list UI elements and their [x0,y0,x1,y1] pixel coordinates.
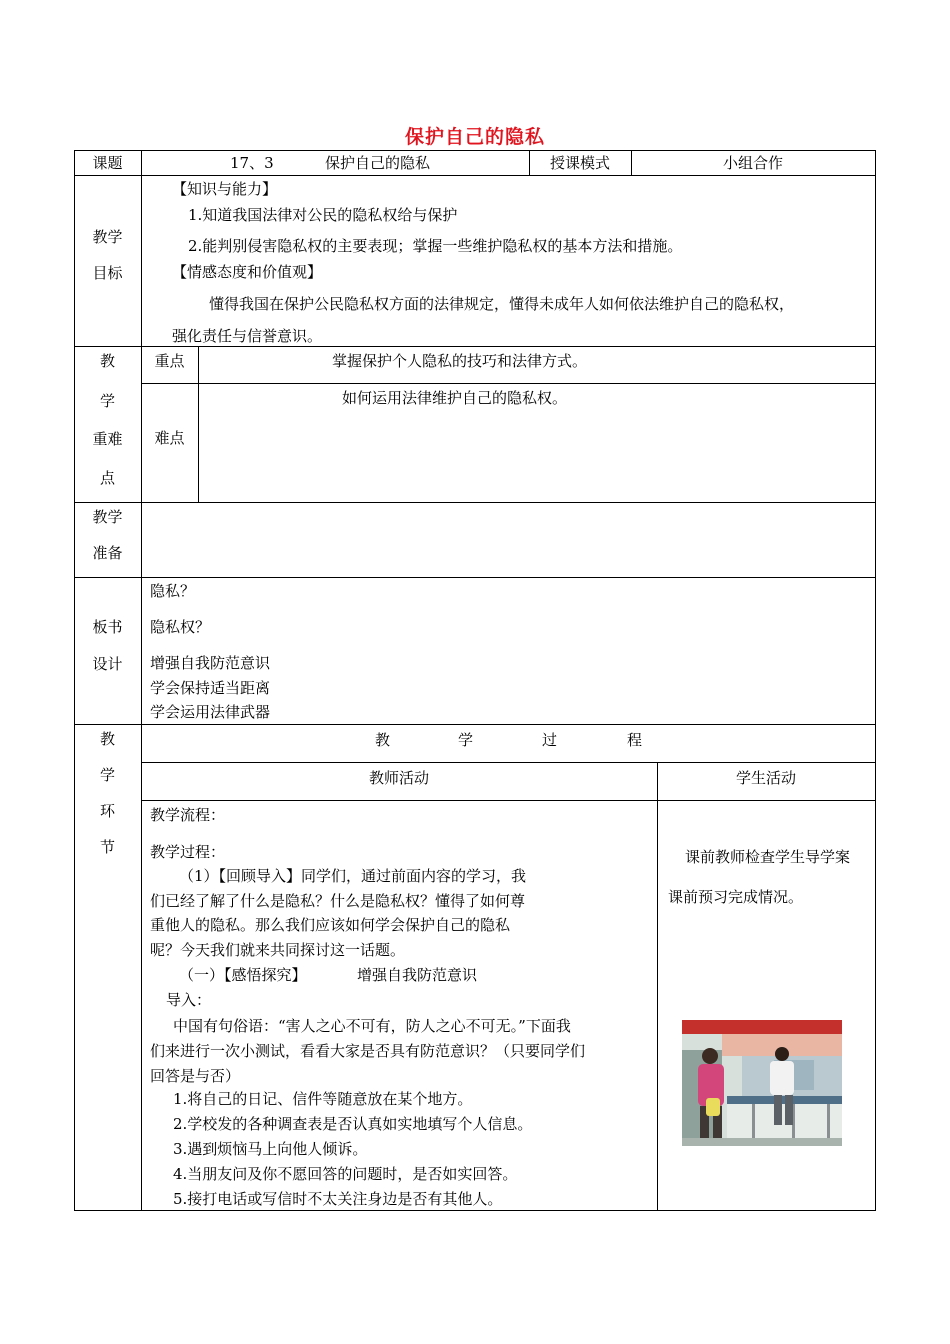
rule-focus-bottom [141,383,876,384]
process-side-2: 学 [99,766,115,784]
board-line-3: 增强自我防范意识 [150,654,271,672]
rule-bottom [74,1210,876,1211]
teacher-activity-header: 教师活动 [368,769,429,787]
teacher-line: 教学流程： [150,806,226,824]
topic-label: 课题 [92,154,123,172]
rule-prep-bottom [74,577,876,578]
teacher-line: 重他人的隐私。那么我们应该如何学会保护自己的隐私 [150,916,511,934]
rule-process-heading-bottom [141,762,876,763]
rule-right [875,150,876,1211]
board-label-2: 设计 [92,655,123,673]
process-heading-char-4: 程 [627,731,643,749]
teacher-line: （一）【感悟探究】 [179,966,307,984]
student-activity-header: 学生活动 [735,769,796,787]
mode-label: 授课模式 [549,154,610,172]
process-heading-char-2: 学 [458,731,474,749]
difficulty-text: 如何运用法律维护自己的隐私权。 [342,389,568,407]
teacher-line: 2.学校发的各种调查表是否认真如实地填写个人信息。 [173,1115,533,1133]
goals-item-2: 2.能判别侵害隐私权的主要表现；掌握一些维护隐私权的基本方法和措施。 [188,237,683,255]
board-line-4: 学会保持适当距离 [150,679,271,697]
teacher-line: （1）【回顾导入】同学们，通过前面内容的学习，我 [179,867,527,885]
teacher-line: 导入： [166,991,212,1009]
goals-label-1: 教学 [92,228,123,246]
teacher-line: 们来进行一次小测试，看看大家是否具有防范意识？（只要同学们 [150,1042,586,1060]
process-heading-char-1: 教 [375,731,391,749]
rule-keypoints-bottom [74,502,876,503]
prep-label-2: 准备 [92,544,123,562]
teacher-line: 呢？今天我们就来共同探讨这一话题。 [150,941,406,959]
rule-top [74,150,876,151]
goals-label-2: 目标 [92,264,123,282]
student-line-2: 课前预习完成情况。 [668,888,804,906]
document-title: 保护自己的隐私 [404,126,545,148]
rule-activity-header-bottom [141,800,876,801]
teacher-line: 中国有句俗语：“害人之心不可有，防人之心不可无。”下面我 [173,1017,571,1035]
teacher-line: 5.接打电话或写信时不太关注身边是否有其他人。 [173,1190,503,1208]
lesson-number: 17、3 [230,154,274,172]
goals-heading-emotion: 【情感态度和价值观】 [172,263,323,281]
teacher-line: 回答是与否） [150,1067,241,1085]
keypoints-label-3: 重难 [92,430,123,448]
board-label-1: 板书 [92,618,123,636]
teacher-line: 们已经了解了什么是隐私？什么是隐私权？懂得了如何尊 [150,892,526,910]
process-side-1: 教 [99,730,115,748]
process-side-3: 环 [99,802,115,820]
board-line-5: 学会运用法律武器 [150,703,271,721]
bank-counter-photo [682,1020,842,1146]
goals-emotion-line-1: 懂得我国在保护公民隐私权方面的法律规定，懂得未成年人如何依法维护自己的隐私权， [209,295,795,313]
rule-keypoint-subcolumn [198,346,199,503]
teacher-line: 教学过程： [150,843,226,861]
difficulty-label: 难点 [154,429,185,447]
rule-goals-bottom [74,346,876,347]
focus-text: 掌握保护个人隐私的技巧和法律方式。 [332,352,588,370]
keypoints-label-4: 点 [99,469,115,487]
student-line-1: 课前教师检查学生导学案 [685,848,851,866]
goals-emotion-line-2: 强化责任与信誉意识。 [172,327,323,345]
teacher-line: 1.将自己的日记、信件等随意放在某个地方。 [173,1090,473,1108]
rule-activity-divider [657,762,658,1211]
keypoints-label-1: 教 [99,352,115,370]
board-line-2: 隐私权？ [150,618,211,636]
teacher-line: 3.遇到烦恼马上向他人倾诉。 [173,1140,368,1158]
focus-label: 重点 [154,352,185,370]
process-heading-char-3: 过 [542,731,558,749]
lesson-title: 保护自己的隐私 [325,154,431,172]
rule-label-column [141,150,142,1211]
mode-value: 小组合作 [722,154,783,172]
goals-heading-knowledge: 【知识与能力】 [172,180,278,198]
teacher-line: 增强自我防范意识 [357,966,478,984]
rule-header-bottom [74,175,876,176]
rule-board-bottom [74,724,876,725]
prep-label-1: 教学 [92,508,123,526]
process-side-4: 节 [99,838,115,856]
keypoints-label-2: 学 [99,392,115,410]
teacher-line: 4.当朋友问及你不愿回答的问题时，是否如实回答。 [173,1165,518,1183]
board-line-1: 隐私？ [150,582,196,600]
rule-left [74,150,75,1211]
goals-item-1: 1.知道我国法律对公民的隐私权给与保护 [188,206,458,224]
